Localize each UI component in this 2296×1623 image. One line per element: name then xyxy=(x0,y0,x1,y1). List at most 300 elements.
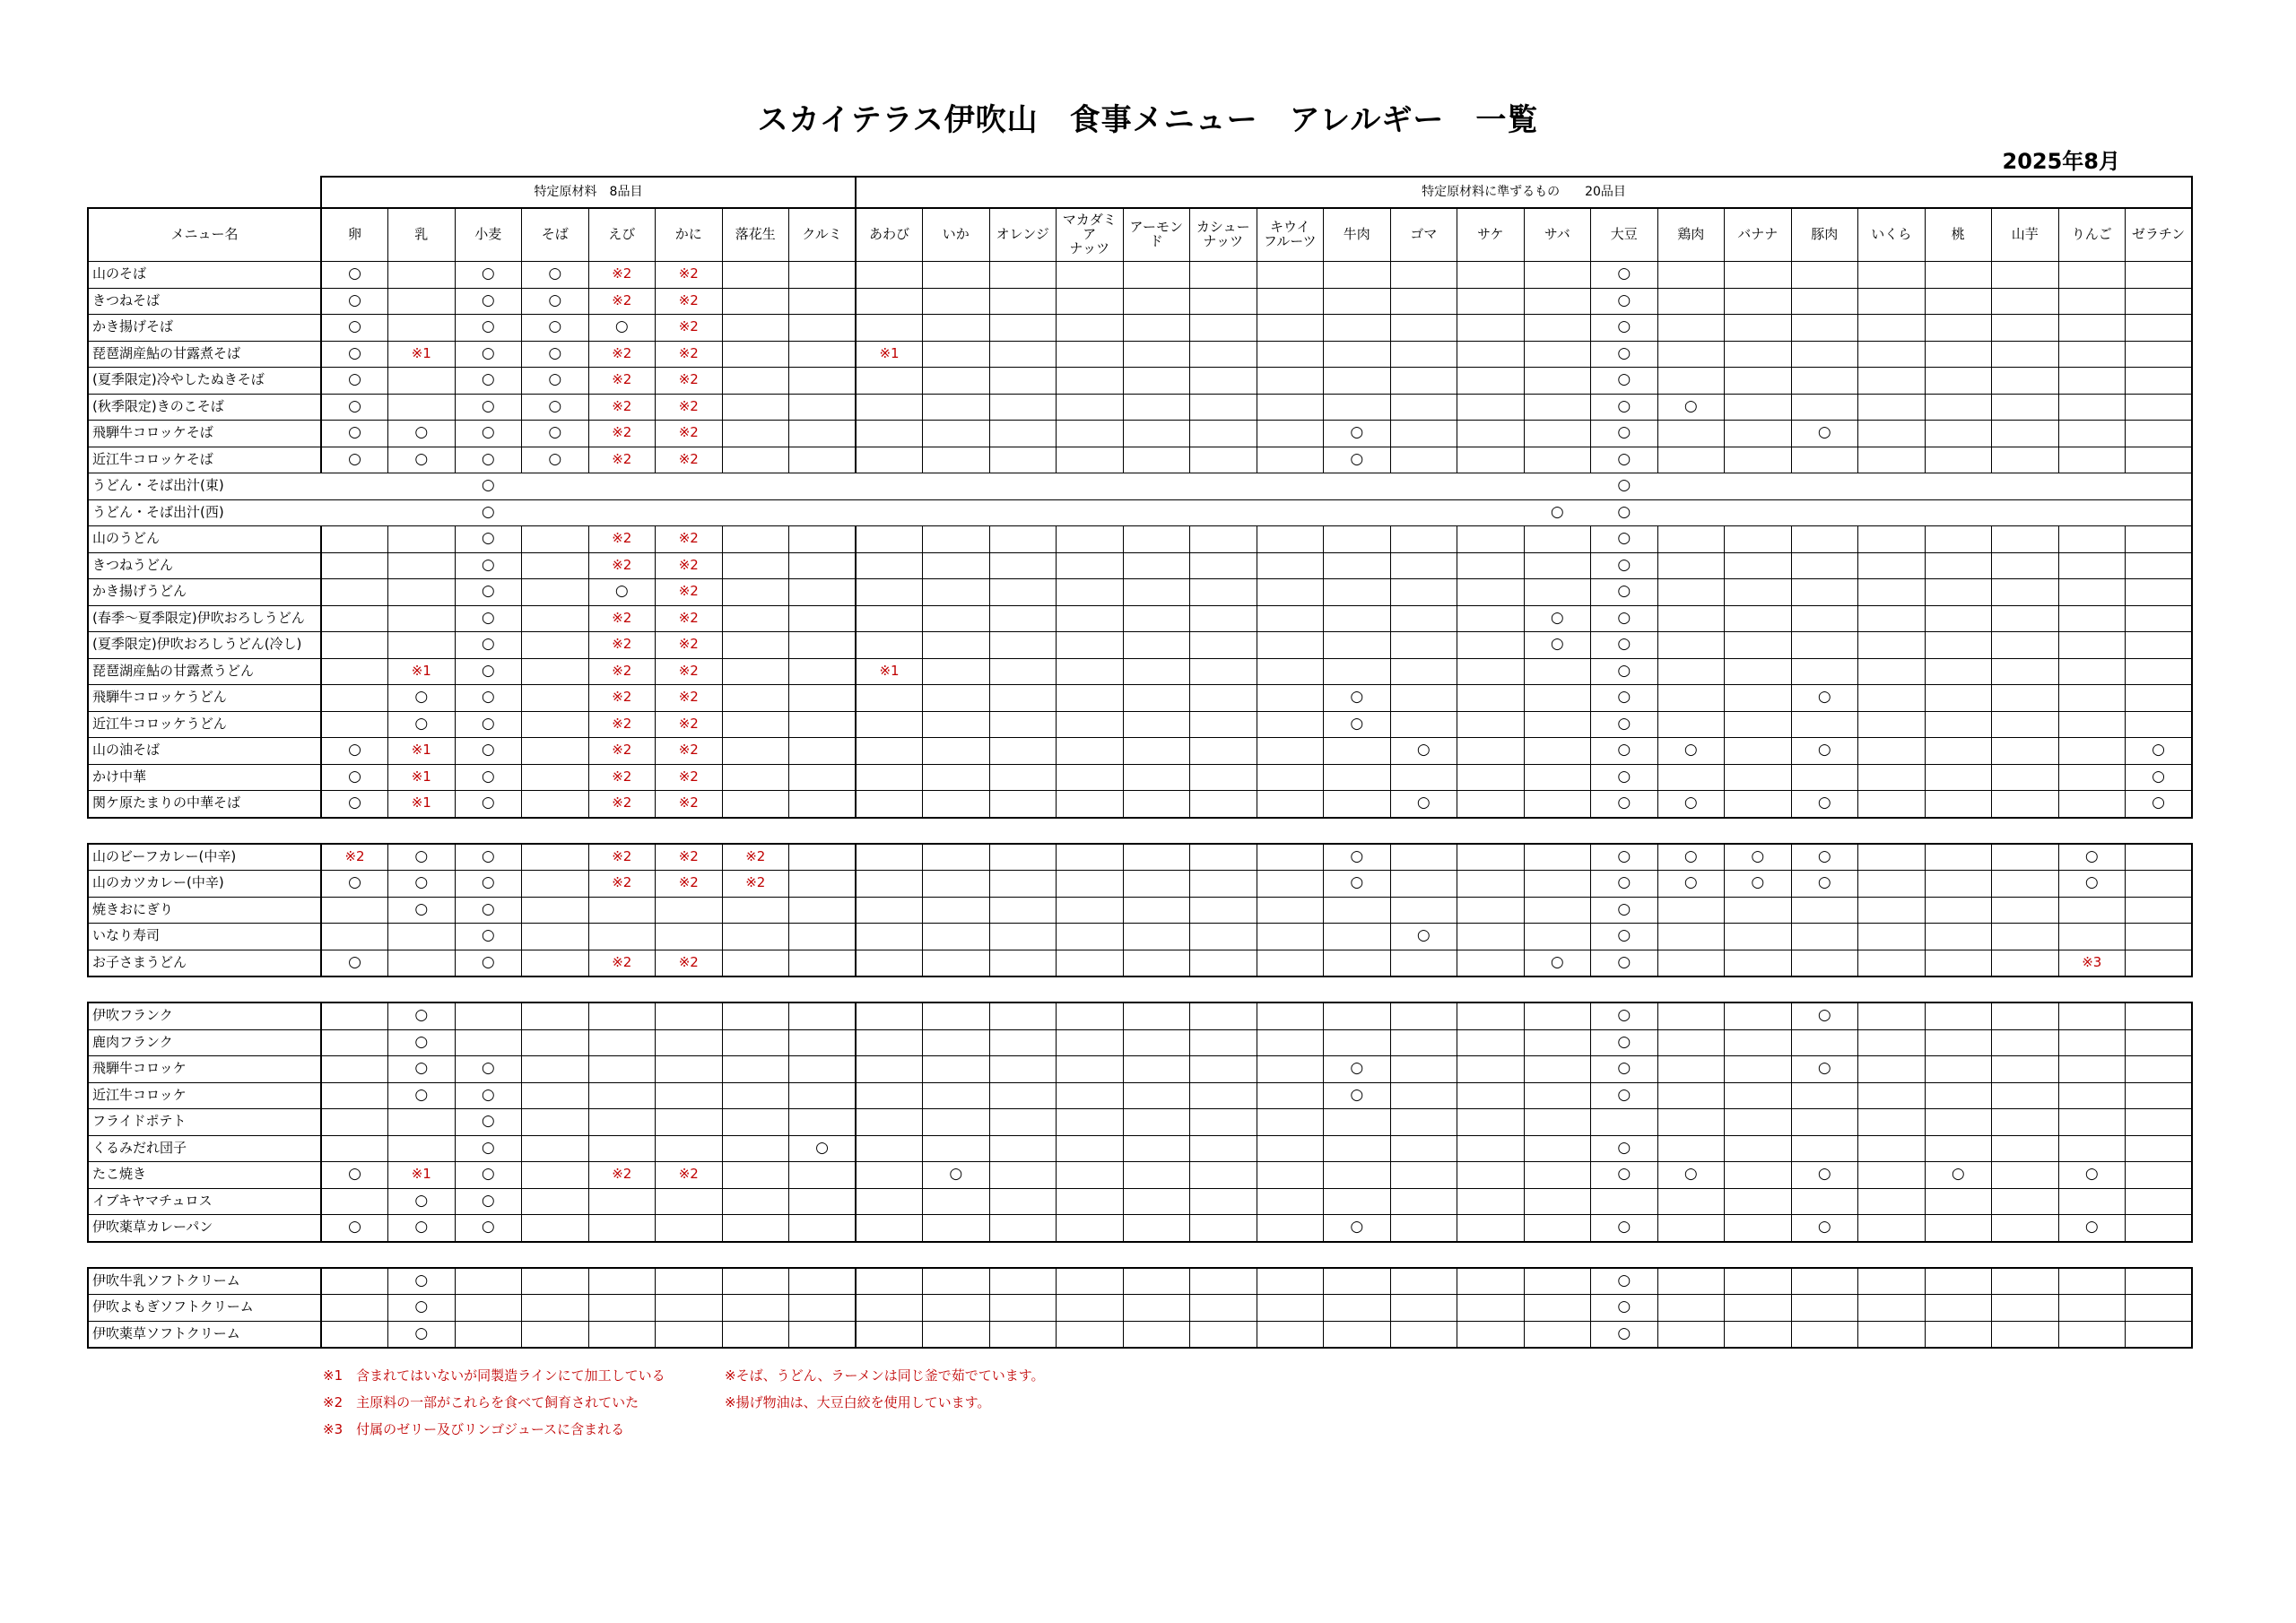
allergen-cell xyxy=(989,394,1057,421)
contains-mark: ○ xyxy=(1617,317,1631,336)
allergen-cell xyxy=(923,1109,990,1136)
allergen-cell xyxy=(1725,658,1792,685)
allergen-cell xyxy=(1657,1162,1725,1189)
contains-mark: ○ xyxy=(1350,846,1364,865)
contains-mark: ○ xyxy=(348,396,361,415)
allergen-cell xyxy=(455,579,522,606)
allergen-cell xyxy=(1257,685,1324,712)
allergen-cell xyxy=(1190,1215,1257,1242)
allergen-cell xyxy=(1524,764,1591,791)
allergen-cell xyxy=(1524,658,1591,685)
allergen-cell xyxy=(1657,341,1725,368)
allergen-cell xyxy=(2126,1188,2193,1215)
menu-item-name: きつねそば xyxy=(88,288,321,315)
footnote-mark: ※2 xyxy=(678,424,699,441)
allergen-cell xyxy=(1725,473,1792,500)
allergen-cell xyxy=(923,791,990,818)
allergen-cell xyxy=(656,1188,723,1215)
allergen-cell xyxy=(1992,1162,2059,1189)
allergen-cell xyxy=(388,1002,456,1029)
allergen-cell xyxy=(1591,605,1658,632)
allergen-cell xyxy=(1390,605,1457,632)
allergen-cell xyxy=(1190,315,1257,342)
allergen-cell xyxy=(588,1162,656,1189)
allergen-cell xyxy=(588,844,656,871)
allergen-cell xyxy=(1657,897,1725,924)
allergen-cell xyxy=(1524,791,1591,818)
allergen-cell xyxy=(388,1109,456,1136)
footnote-mark: ※2 xyxy=(678,636,699,653)
allergen-cell xyxy=(789,1135,857,1162)
allergen-cell xyxy=(1123,447,1190,473)
allergen-cell xyxy=(321,764,388,791)
allergen-cell xyxy=(1992,711,2059,738)
contains-mark: ○ xyxy=(414,873,429,892)
allergen-cell xyxy=(1858,1188,1926,1215)
allergen-cell xyxy=(1190,552,1257,579)
allergen-cell xyxy=(2058,368,2126,395)
allergen-cell xyxy=(789,1162,857,1189)
allergen-header-row xyxy=(88,208,2192,262)
allergen-cell xyxy=(1657,1215,1725,1242)
allergen-cell xyxy=(1190,341,1257,368)
allergen-cell xyxy=(1123,1002,1190,1029)
allergen-cell xyxy=(789,262,857,289)
contains-mark: ○ xyxy=(348,370,361,389)
allergen-cell xyxy=(1257,262,1324,289)
allergen-cell xyxy=(1324,552,1391,579)
allergen-cell xyxy=(1257,1029,1324,1056)
allergen-cell xyxy=(1858,552,1926,579)
allergen-cell xyxy=(1992,924,2059,950)
allergen-cell xyxy=(1791,473,1858,500)
allergen-cell xyxy=(2126,924,2193,950)
allergen-cell xyxy=(1858,1295,1926,1322)
contains-mark: ○ xyxy=(548,265,562,283)
menu-row xyxy=(88,579,2192,606)
allergen-cell xyxy=(2058,1056,2126,1083)
allergen-cell xyxy=(321,605,388,632)
allergen-cell xyxy=(1657,262,1725,289)
footnote-mark: ※2 xyxy=(678,556,699,573)
allergen-cell xyxy=(1524,447,1591,473)
allergen-cell xyxy=(1657,711,1725,738)
allergen-cell xyxy=(1390,315,1457,342)
allergen-cell xyxy=(1791,738,1858,765)
allergen-cell xyxy=(989,1056,1057,1083)
allergen-cell xyxy=(1257,1056,1324,1083)
allergen-cell xyxy=(856,1215,923,1242)
footnote-mark: ※2 xyxy=(612,953,632,970)
allergen-cell xyxy=(1457,1056,1525,1083)
contains-mark: ○ xyxy=(1617,1218,1631,1237)
contains-mark: ○ xyxy=(1617,476,1631,495)
allergen-cell xyxy=(321,315,388,342)
allergen-cell xyxy=(1257,1162,1324,1189)
menu-item-name: 琵琶湖産鮎の甘露煮うどん xyxy=(88,658,321,685)
allergen-cell xyxy=(989,658,1057,685)
allergen-cell xyxy=(722,1029,789,1056)
allergen-cell xyxy=(1725,1295,1792,1322)
allergen-cell xyxy=(1591,1321,1658,1348)
allergen-cell xyxy=(1657,421,1725,447)
allergen-cell xyxy=(455,924,522,950)
allergen-cell xyxy=(1725,791,1792,818)
allergen-cell xyxy=(1390,658,1457,685)
menu-item-name: 山のカツカレー(中辛) xyxy=(88,871,321,898)
contains-mark: ○ xyxy=(1617,370,1631,389)
allergen-cell xyxy=(1190,473,1257,500)
footnote-mark: ※2 xyxy=(678,265,699,282)
allergen-cell xyxy=(1992,526,2059,553)
allergen-cell xyxy=(2126,950,2193,976)
allergen-cell xyxy=(2126,738,2193,765)
allergen-cell xyxy=(1992,447,2059,473)
allergen-cell xyxy=(1524,711,1591,738)
allergen-cell xyxy=(455,394,522,421)
allergen-cell xyxy=(789,658,857,685)
allergen-cell xyxy=(522,421,589,447)
allergen-cell xyxy=(789,552,857,579)
allergen-cell xyxy=(388,368,456,395)
allergen-cell xyxy=(1524,1295,1591,1322)
allergen-cell xyxy=(656,1295,723,1322)
contains-mark: ○ xyxy=(348,1218,361,1237)
allergen-cell xyxy=(1858,950,1926,976)
contains-mark: ○ xyxy=(1617,396,1631,415)
allergen-cell xyxy=(856,262,923,289)
allergen-cell xyxy=(1324,764,1391,791)
allergen-cell xyxy=(1858,764,1926,791)
allergen-cell xyxy=(2058,1321,2126,1348)
allergen-cell xyxy=(1190,738,1257,765)
footnote-mark: ※2 xyxy=(612,530,632,547)
allergen-cell xyxy=(1257,1135,1324,1162)
allergen-cell xyxy=(321,288,388,315)
allergen-cell xyxy=(722,394,789,421)
allergen-cell xyxy=(2058,499,2126,526)
allergen-cell xyxy=(722,447,789,473)
allergen-cell xyxy=(1925,1082,1992,1109)
allergen-cell xyxy=(1190,1029,1257,1056)
allergen-cell xyxy=(1057,632,1124,659)
allergen-cell xyxy=(1791,394,1858,421)
allergen-cell xyxy=(522,499,589,526)
allergen-cell xyxy=(856,738,923,765)
footnote-mark: ※2 xyxy=(612,424,632,441)
allergen-cell xyxy=(388,1321,456,1348)
allergen-cell xyxy=(522,1162,589,1189)
menu-row xyxy=(88,632,2192,659)
allergen-cell xyxy=(522,711,589,738)
contains-mark: ○ xyxy=(1617,846,1631,865)
allergen-cell xyxy=(1992,552,2059,579)
allergen-cell xyxy=(1257,1215,1324,1242)
allergen-cell xyxy=(2058,1268,2126,1295)
allergen-cell xyxy=(1524,1109,1591,1136)
allergen-cell xyxy=(989,711,1057,738)
allergen-cell xyxy=(1725,1135,1792,1162)
allergen-cell xyxy=(388,421,456,447)
allergen-cell xyxy=(1257,897,1324,924)
allergen-cell xyxy=(1190,685,1257,712)
allergen-cell xyxy=(2058,1109,2126,1136)
allergen-cell xyxy=(2126,394,2193,421)
allergen-cell xyxy=(522,526,589,553)
allergen-cell xyxy=(1457,791,1525,818)
contains-mark: ○ xyxy=(481,502,495,521)
contains-mark: ○ xyxy=(1617,1085,1631,1104)
footnote-mark: ※1 xyxy=(411,1166,431,1183)
allergen-cell xyxy=(321,897,388,924)
menu-item-name: 飛騨牛コロッケうどん xyxy=(88,685,321,712)
allergen-cell xyxy=(1524,1082,1591,1109)
allergen-cell xyxy=(1725,605,1792,632)
allergen-cell xyxy=(1390,844,1457,871)
allergen-cell xyxy=(656,871,723,898)
allergen-cell xyxy=(1524,950,1591,976)
allergen-cell xyxy=(1057,1135,1124,1162)
allergen-cell xyxy=(856,764,923,791)
allergen-cell xyxy=(321,791,388,818)
allergen-cell xyxy=(1591,844,1658,871)
allergen-cell xyxy=(989,1215,1057,1242)
footnote-mark: ※2 xyxy=(612,397,632,414)
allergen-cell xyxy=(656,262,723,289)
allergen-cell xyxy=(1725,924,1792,950)
allergen-cell xyxy=(1057,1109,1124,1136)
allergen-cell xyxy=(1390,897,1457,924)
allergen-cell xyxy=(321,473,388,500)
allergen-cell xyxy=(2126,1162,2193,1189)
allergen-cell xyxy=(989,791,1057,818)
allergen-cell xyxy=(1324,1135,1391,1162)
menu-item-name: きつねうどん xyxy=(88,552,321,579)
allergen-cell xyxy=(1524,394,1591,421)
contains-mark: ○ xyxy=(481,449,495,468)
allergen-cell xyxy=(856,1109,923,1136)
allergen-cell xyxy=(1390,1082,1457,1109)
allergen-cell xyxy=(1123,552,1190,579)
allergen-header: えび xyxy=(588,208,656,262)
allergen-cell xyxy=(722,1321,789,1348)
allergen-cell xyxy=(989,1135,1057,1162)
allergen-cell xyxy=(588,1215,656,1242)
allergen-cell xyxy=(1257,1082,1324,1109)
allergen-cell xyxy=(2126,1109,2193,1136)
allergen-cell xyxy=(1390,552,1457,579)
allergen-cell xyxy=(789,341,857,368)
contains-mark: ○ xyxy=(1683,873,1698,892)
allergen-cell xyxy=(1390,421,1457,447)
allergen-cell xyxy=(2126,791,2193,818)
allergen-cell xyxy=(2126,685,2193,712)
allergen-cell xyxy=(1725,764,1792,791)
allergen-cell xyxy=(1257,738,1324,765)
menu-row xyxy=(88,368,2192,395)
allergen-cell xyxy=(455,341,522,368)
allergen-cell xyxy=(2126,711,2193,738)
contains-mark: ○ xyxy=(481,265,495,283)
allergen-cell xyxy=(2058,262,2126,289)
allergen-cell xyxy=(588,526,656,553)
allergen-cell xyxy=(1591,1082,1658,1109)
allergen-header: サバ xyxy=(1524,208,1591,262)
allergen-cell xyxy=(722,1082,789,1109)
allergen-cell xyxy=(989,1109,1057,1136)
allergen-cell xyxy=(1925,632,1992,659)
footnote-mark: ※2 xyxy=(612,265,632,282)
menu-row xyxy=(88,764,2192,791)
allergen-cell xyxy=(856,1135,923,1162)
contains-mark: ○ xyxy=(481,317,495,336)
contains-mark: ○ xyxy=(481,1085,495,1104)
contains-mark: ○ xyxy=(1617,449,1631,468)
allergen-cell xyxy=(722,738,789,765)
allergen-cell xyxy=(923,499,990,526)
allergen-cell xyxy=(1524,738,1591,765)
allergen-cell xyxy=(2126,421,2193,447)
allergen-cell xyxy=(1791,552,1858,579)
allergen-cell xyxy=(789,632,857,659)
allergen-cell xyxy=(789,924,857,950)
allergen-cell xyxy=(2126,499,2193,526)
allergen-cell xyxy=(1390,499,1457,526)
allergen-cell xyxy=(522,447,589,473)
allergen-cell xyxy=(1725,1109,1792,1136)
allergen-cell xyxy=(321,394,388,421)
allergen-cell xyxy=(1725,685,1792,712)
allergen-cell xyxy=(1591,1215,1658,1242)
allergen-cell xyxy=(1190,1109,1257,1136)
allergen-cell xyxy=(522,315,589,342)
allergen-cell xyxy=(1791,368,1858,395)
allergen-cell xyxy=(588,711,656,738)
allergen-cell xyxy=(1123,1029,1190,1056)
menu-item-name: 伊吹薬草ソフトクリーム xyxy=(88,1321,321,1348)
allergen-cell xyxy=(1992,315,2059,342)
contains-mark: ○ xyxy=(481,767,495,785)
allergen-cell xyxy=(1858,871,1926,898)
allergen-cell xyxy=(522,685,589,712)
allergen-cell xyxy=(522,262,589,289)
allergen-cell xyxy=(1925,685,1992,712)
allergen-cell xyxy=(1324,685,1391,712)
allergen-cell xyxy=(1057,1162,1124,1189)
allergen-cell xyxy=(923,421,990,447)
allergen-cell xyxy=(789,897,857,924)
allergen-cell xyxy=(1858,844,1926,871)
contains-mark: ○ xyxy=(1350,714,1364,733)
allergen-cell xyxy=(1057,605,1124,632)
allergen-cell xyxy=(1057,499,1124,526)
allergen-cell xyxy=(1657,871,1725,898)
allergen-cell xyxy=(1725,315,1792,342)
allergen-cell xyxy=(1925,871,1992,898)
allergen-cell xyxy=(722,499,789,526)
allergen-cell xyxy=(1057,473,1124,500)
menu-row xyxy=(88,738,2192,765)
allergen-cell xyxy=(1190,1268,1257,1295)
allergen-cell xyxy=(1925,288,1992,315)
allergen-cell xyxy=(722,658,789,685)
allergen-cell xyxy=(388,288,456,315)
allergen-cell xyxy=(1390,1188,1457,1215)
contains-mark: ○ xyxy=(1350,449,1364,468)
menu-row xyxy=(88,1135,2192,1162)
contains-mark: ○ xyxy=(2152,794,2165,812)
contains-mark: ○ xyxy=(481,396,495,415)
allergen-cell xyxy=(2058,1029,2126,1056)
allergen-cell xyxy=(1591,421,1658,447)
allergen-cell xyxy=(588,368,656,395)
allergen-cell xyxy=(989,526,1057,553)
menu-item-name: お子さまうどん xyxy=(88,950,321,976)
menu-item-name: たこ焼き xyxy=(88,1162,321,1189)
footnote-frying-oil: ※揚げ物油は、大豆白絞を使用しています。 xyxy=(725,1394,991,1410)
menu-row xyxy=(88,605,2192,632)
allergen-cell xyxy=(1057,447,1124,473)
allergen-cell xyxy=(2058,1295,2126,1322)
allergen-cell xyxy=(722,711,789,738)
allergen-cell xyxy=(1791,1162,1858,1189)
menu-item-name: 焼きおにぎり xyxy=(88,897,321,924)
allergen-cell xyxy=(1591,1295,1658,1322)
allergen-cell xyxy=(1992,499,2059,526)
allergen-cell xyxy=(1791,632,1858,659)
allergen-cell xyxy=(1257,632,1324,659)
allergen-cell xyxy=(455,1109,522,1136)
allergen-cell xyxy=(455,897,522,924)
menu-row xyxy=(88,315,2192,342)
allergen-cell xyxy=(923,764,990,791)
contains-mark: ○ xyxy=(414,1085,429,1104)
allergen-cell xyxy=(1123,632,1190,659)
contains-mark: ○ xyxy=(614,582,629,601)
allergen-cell xyxy=(1657,1082,1725,1109)
allergen-cell xyxy=(1791,897,1858,924)
footnote-mark: ※2 xyxy=(612,847,632,864)
allergen-cell xyxy=(1725,447,1792,473)
allergen-cell xyxy=(1257,1109,1324,1136)
allergen-cell xyxy=(1925,658,1992,685)
allergen-cell xyxy=(1190,658,1257,685)
allergen-cell xyxy=(1992,1002,2059,1029)
allergen-cell xyxy=(1591,658,1658,685)
allergen-cell xyxy=(1123,341,1190,368)
allergen-cell xyxy=(656,1002,723,1029)
allergen-cell xyxy=(923,844,990,871)
contains-mark: ○ xyxy=(1617,1006,1631,1025)
allergen-cell xyxy=(989,315,1057,342)
allergen-cell xyxy=(1457,288,1525,315)
allergen-cell xyxy=(1057,552,1124,579)
allergen-cell xyxy=(1524,341,1591,368)
allergen-cell xyxy=(656,1162,723,1189)
allergen-cell xyxy=(1591,1002,1658,1029)
allergen-cell xyxy=(722,341,789,368)
footnote-mark: ※2 xyxy=(678,768,699,785)
allergen-cell xyxy=(1858,1029,1926,1056)
allergen-cell xyxy=(1591,447,1658,473)
allergen-cell xyxy=(1457,262,1525,289)
allergen-cell xyxy=(455,262,522,289)
contains-mark: ○ xyxy=(548,449,562,468)
allergen-cell xyxy=(1390,632,1457,659)
allergen-cell xyxy=(989,764,1057,791)
allergen-cell xyxy=(2126,1135,2193,1162)
allergen-cell xyxy=(989,871,1057,898)
